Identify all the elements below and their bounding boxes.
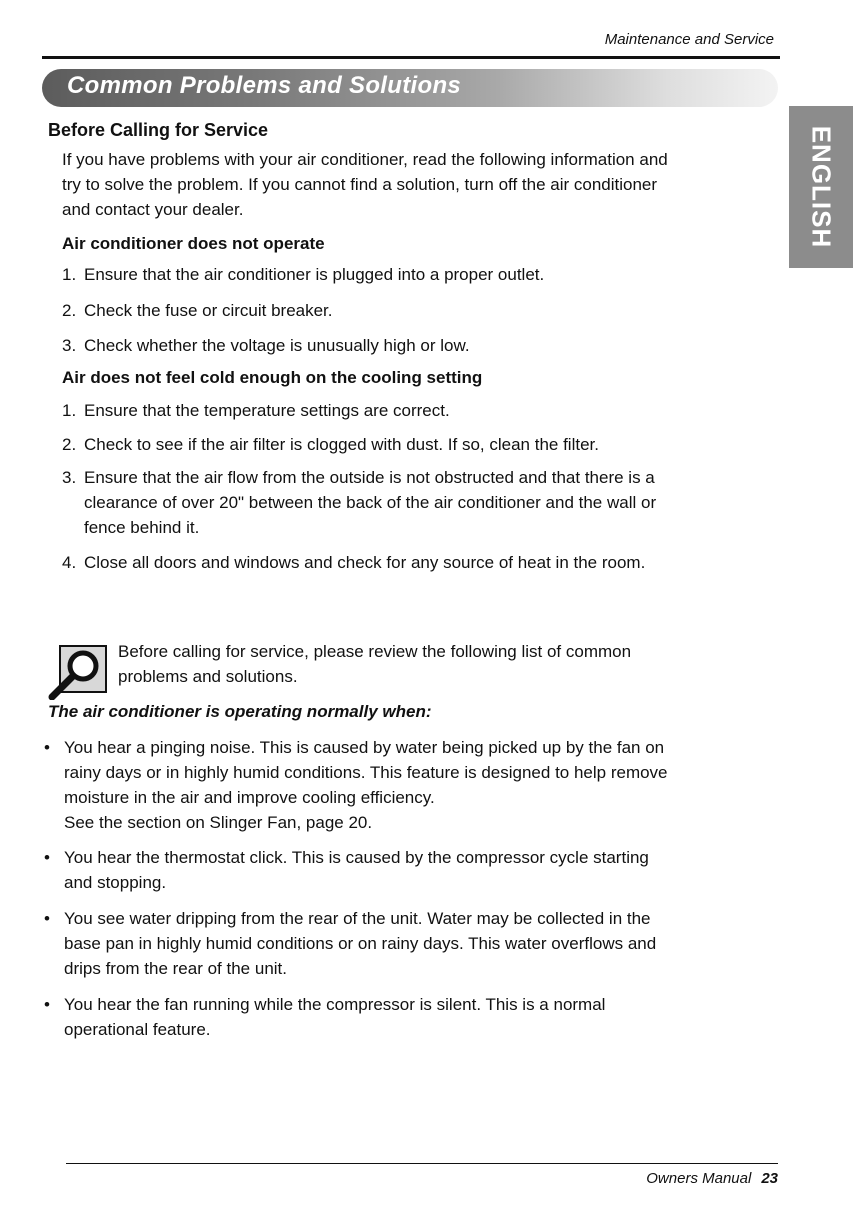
item-number: 1.	[62, 401, 77, 420]
page-title: Common Problems and Solutions	[67, 72, 462, 99]
bullet-line: base pan in highly humid conditions or on rainy days. This water overflows and	[64, 934, 657, 953]
bullet-line: You hear a pinging noise. This is caused by water being picked up by the fan on	[64, 738, 665, 757]
item-text-continued: fence behind it.	[84, 518, 200, 537]
list-item	[62, 262, 774, 287]
bullet-line: rainy days or in highly humid conditions. This feature is designed to help remove	[64, 763, 668, 782]
item-number: 2.	[62, 435, 77, 454]
item-text: Check to see if the air filter is clogged with dust. If so, clean the filter.	[84, 435, 599, 454]
bullet-line: You hear the thermostat click. This is caused by the compressor cycle starting	[64, 848, 649, 867]
intro-line: and contact your dealer.	[62, 200, 244, 219]
item-number: 1.	[62, 265, 77, 284]
bullet-line: You see water dripping from the rear of the unit. Water may be collected in the	[64, 909, 651, 928]
item-number: 2.	[62, 301, 77, 320]
item-text: Ensure that the air conditioner is plugged into a proper outlet.	[84, 265, 545, 284]
before-calling-heading: Before Calling for Service	[48, 120, 269, 140]
bullet-line: See the section on Slinger Fan, page 20.	[64, 813, 373, 832]
intro-line: If you have problems with your air conditioner, read the following information and	[62, 150, 668, 169]
footer-manual-name: Owners Manual	[646, 1170, 752, 1187]
bullet-dot: •	[44, 909, 50, 928]
list-item	[62, 333, 774, 358]
item-number: 4.	[62, 553, 77, 572]
intro-line: try to solve the problem. If you cannot find a solution, turn off the air conditioner	[62, 175, 658, 194]
bullet-dot: •	[44, 995, 50, 1014]
language-tab-label: ENGLISH	[806, 125, 837, 249]
language-tab	[789, 106, 853, 268]
list-item	[62, 432, 774, 457]
list-item	[62, 465, 774, 540]
bullet-line: operational feature.	[64, 1020, 211, 1039]
service-note	[118, 639, 758, 689]
note-line: Before calling for service, please review the following list of common	[118, 642, 632, 661]
footer-divider	[66, 1163, 778, 1164]
item-number: 3.	[62, 468, 77, 487]
bullet-line: and stopping.	[64, 873, 167, 892]
section-header: Maintenance and Service	[604, 31, 774, 48]
page-footer	[646, 1170, 778, 1187]
bullet-line: moisture in the air and improve cooling efficiency.	[64, 788, 435, 807]
header-divider	[42, 56, 780, 59]
list-item	[62, 298, 774, 323]
item-number: 3.	[62, 336, 77, 355]
item-text: Ensure that the temperature settings are correct.	[84, 401, 450, 420]
not-cold-heading: Air does not feel cold enough on the cooling setting	[62, 368, 483, 387]
item-text: Ensure that the air flow from the outside is not obstructed and that there is a	[84, 468, 655, 487]
item-text: Close all doors and windows and check for any source of heat in the room.	[84, 553, 646, 572]
title-banner	[42, 69, 778, 107]
item-text: Check whether the voltage is unusually high or low.	[84, 336, 470, 355]
bullet-line: You hear the fan running while the compressor is silent. This is a normal	[64, 995, 606, 1014]
note-line: problems and solutions.	[118, 667, 298, 686]
not-operate-heading: Air conditioner does not operate	[62, 234, 325, 253]
magnifier-icon	[48, 644, 108, 700]
intro-paragraph	[62, 147, 668, 222]
bullet-line: drips from the rear of the unit.	[64, 959, 287, 978]
bullet-dot: •	[44, 848, 50, 867]
bullet-dot: •	[44, 738, 50, 757]
normal-heading: The air conditioner is operating normally when:	[48, 702, 432, 721]
list-item	[62, 550, 774, 575]
item-text-continued: clearance of over 20" between the back of the air conditioner and the wall or	[84, 493, 657, 512]
page-number: 23	[761, 1170, 778, 1187]
item-text: Check the fuse or circuit breaker.	[84, 301, 333, 320]
list-item	[62, 398, 774, 423]
